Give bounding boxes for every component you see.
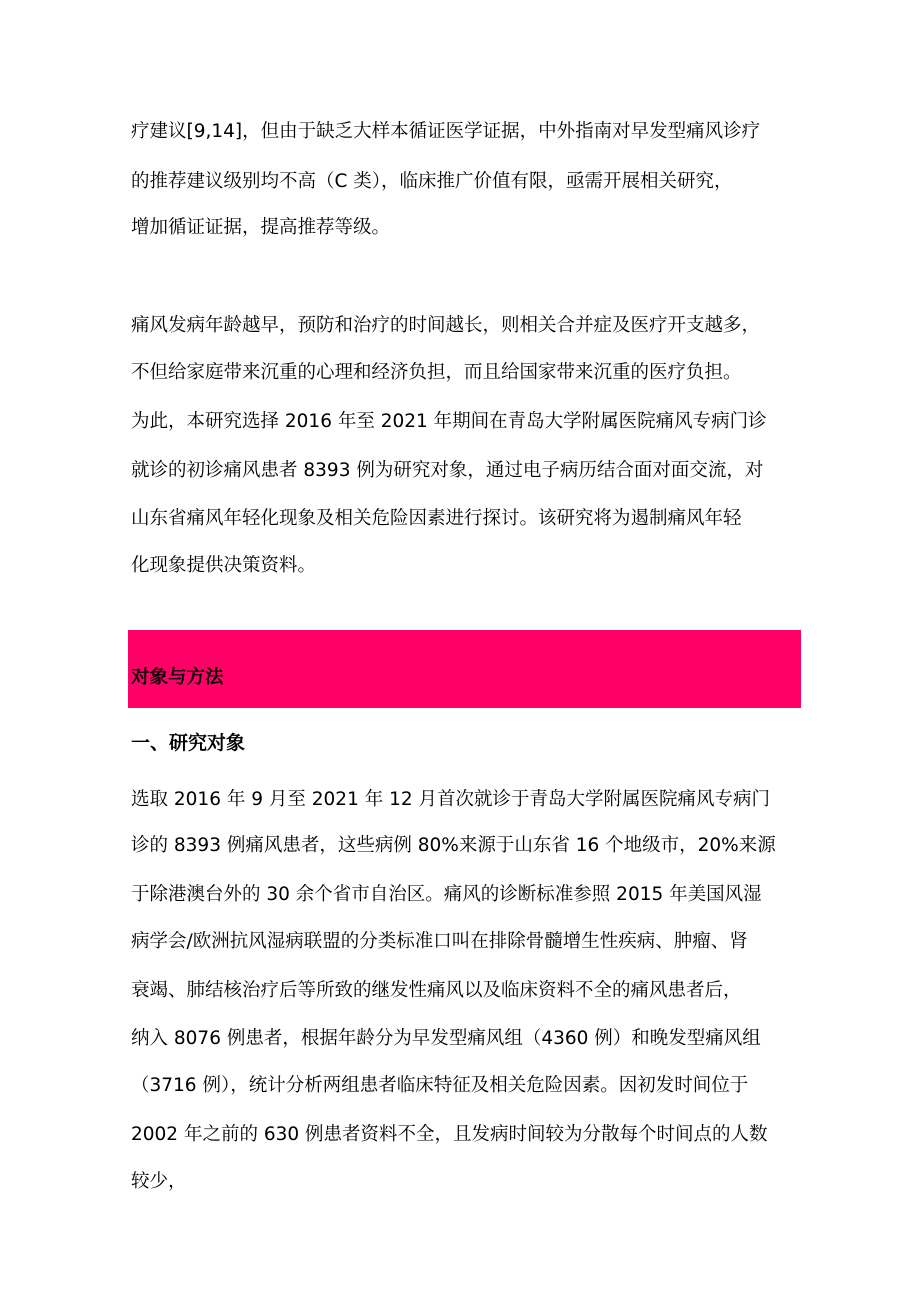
subsection-heading: 一、研究对象 [131,732,246,754]
paragraph-line: 化现象提供决策资料。 [131,555,317,576]
paragraph-line: （3716 例），统计分析两组患者临床特征及相关危险因素。因初发时间位于 [131,1075,749,1096]
paragraph-line: 增加循证证据，提高推荐等级。 [131,217,391,238]
paragraph-line: 疗建议[9,14]，但由于缺乏大样本循证医学证据，中外指南对早发型痛风诊疗 [131,121,761,142]
paragraph-line: 不但给家庭带来沉重的心理和经济负担，而且给国家带来沉重的医疗负担。 [131,362,742,383]
paragraph-line: 于除港澳台外的 30 余个省市自治区。痛风的诊断标准参照 2015 年美国风湿 [131,884,762,905]
paragraph-line: 痛风发病年龄越早，预防和治疗的时间越长，则相关合并症及医疗开支越多， [131,315,761,336]
section-title: 对象与方法 [131,667,224,688]
section-banner [128,630,801,708]
paragraph-line: 衰竭、肺结核治疗后等所致的继发性痛风以及临床资料不全的痛风患者后， [131,980,742,1001]
paragraph-line: 诊的 8393 例痛风患者，这些病例 80%来源于山东省 16 个地级市，20%来源 [131,835,776,856]
paragraph-line: 纳入 8076 例患者，根据年龄分为早发型痛风组（4360 例）和晚发型痛风组 [131,1028,761,1049]
paragraph-line: 就诊的初诊痛风患者 8393 例为研究对象，通过电子病历结合面对面交流，对 [131,460,764,481]
paragraph-line: 为此，本研究选择 2016 年至 2021 年期间在青岛大学附属医院痛风专病门诊 [131,411,767,432]
paragraph-line: 2002 年之前的 630 例患者资料不全，且发病时间较为分散每个时间点的人数 [131,1124,768,1145]
paragraph-line: 山东省痛风年轻化现象及相关危险因素进行探讨。该研究将为遏制痛风年轻 [131,508,742,529]
paragraph-line: 病学会/欧洲抗风湿病联盟的分类标准口叫在排除骨髓增生性疾病、肿瘤、肾 [131,931,748,952]
paragraph-line: 的推荐建议级别均不高（C 类），临床推广价值有限，亟需开展相关研究， [131,171,733,192]
paragraph-line: 选取 2016 年 9 月至 2021 年 12 月首次就诊于青岛大学附属医院痛风专病门 [131,789,771,810]
paragraph-line: 较少， [131,1171,187,1192]
